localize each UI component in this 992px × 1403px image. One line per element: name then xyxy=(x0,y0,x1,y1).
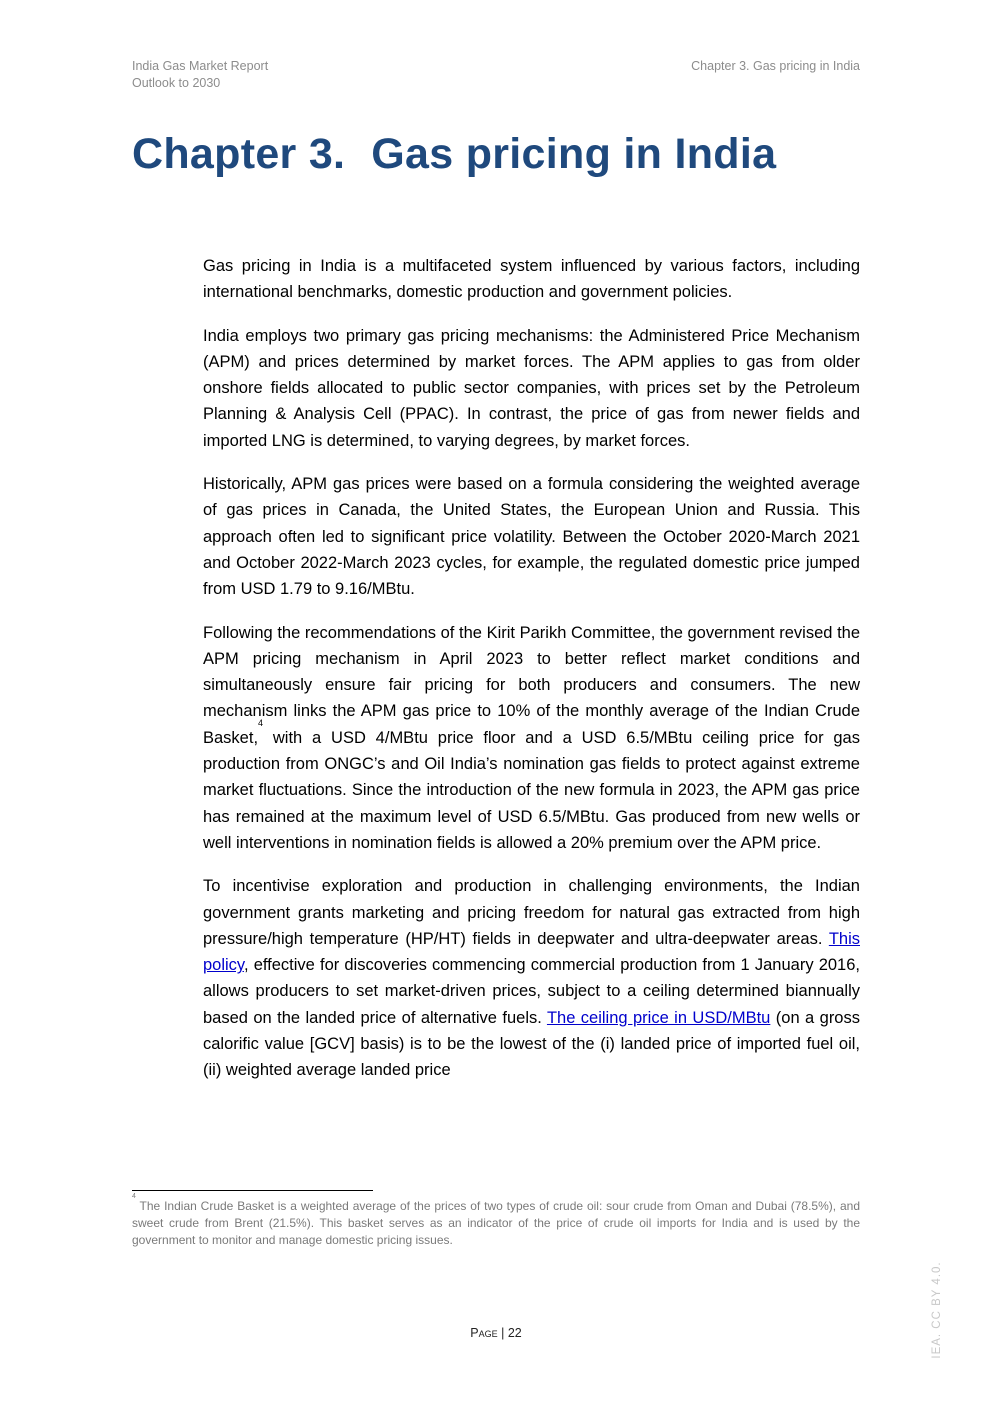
chapter-number: Chapter 3. xyxy=(132,130,346,178)
footnote-reference: 4 xyxy=(258,717,264,728)
report-subtitle: Outlook to 2030 xyxy=(132,76,221,90)
paragraph-1: Gas pricing in India is a multifaceted system influenced by various factors, including international benchmarks, domestic production and government policies. xyxy=(203,257,860,302)
body-text xyxy=(203,253,860,1101)
this-policy-link[interactable]: This policy xyxy=(203,929,860,975)
page-number: Page | 22 xyxy=(470,1326,522,1340)
paragraph-3: Historically, APM gas prices were based on a formula considering the weighted average of gas prices in Canada, the United States, the European Union and Russia. This approach often led to significant price volatility. Between the October 2020-March 2021 and October 2022-March 2023 cycles, for example, the regulated domestic price jumped from USD 1.79 to 9.16/MBtu. xyxy=(203,475,860,599)
running-header-chapter: Chapter 3. Gas pricing in India xyxy=(691,59,860,73)
chapter-title: Gas pricing in India xyxy=(371,130,777,178)
footnote-number: 4 xyxy=(132,1193,136,1200)
page-number-value: 22 xyxy=(507,1326,522,1340)
paragraph-2: India employs two primary gas pricing mechanisms: the Administered Price Mechanism (APM) and prices determined by market forces. The APM applies to gas from older onshore fields allocated to public sector companies, with prices set by the Petroleum Planning & Analysis Cell (PPAC). In contrast, the price of gas from newer fields and imported LNG is determined, to varying degrees, by market forces. xyxy=(203,326,860,450)
footnote-text: The Indian Crude Basket is a weighted average of the prices of two types of crude oil: sour crude from Oman and Dubai (78.5%), and sweet crude from Brent (21.5%). This basket serves as an indicator of the price of crude oil imports for India and is used by the government to monitor and manage domestic pricing issues. xyxy=(132,1199,860,1247)
footnote-divider xyxy=(132,1190,373,1191)
footnote xyxy=(132,1193,860,1249)
page-label: Page xyxy=(470,1326,498,1340)
paragraph-5: To incentivise exploration and production in challenging environments, the Indian government grants marketing and pricing freedom for natural gas extracted from high pressure/high temperature (HP/HT) fields in deepwater and ultra-deepwater areas. This policy, effective for discoveries commencing commercial production from 1 January 2016, allows producers to set market-driven prices, subject to a ceiling determined biannually based on the landed price of alternative fuels. The ceiling price in USD/MBtu (on a gross calorific value [GCV] basis) is to be the lowest of the (i) landed price of imported fuel oil, (ii) weighted average landed price xyxy=(203,877,860,1080)
report-title: India Gas Market Report xyxy=(132,59,269,73)
paragraph-4: Following the recommendations of the Kirit Parikh Committee, the government revised the APM pricing mechanism in April 2023 to better reflect market conditions and simultaneously ensure fair pricing for both producers and consumers. The new mechanism links the APM gas price to 10% of the monthly average of the Indian Crude Basket,$^4$ with a USD 4/MBtu price floor and a USD 6.5/MBtu ceiling price for gas production from ONGC’s and Oil India’s nomination gas fields to protect against extreme market fluctuations. Since the introduction of the new formula in 2023, the APM gas price has remained at the maximum level of USD 6.5/MBtu. Gas produced from new wells or well interventions in nomination fields is allowed a 20% premium over the APM price. xyxy=(203,623,860,852)
chapter-heading xyxy=(132,130,776,179)
license-watermark: IEA. CC BY 4.0. xyxy=(931,1261,943,1359)
running-header-left xyxy=(132,58,268,92)
ceiling-price-link[interactable]: The ceiling price in USD/MBtu xyxy=(546,1008,771,1027)
